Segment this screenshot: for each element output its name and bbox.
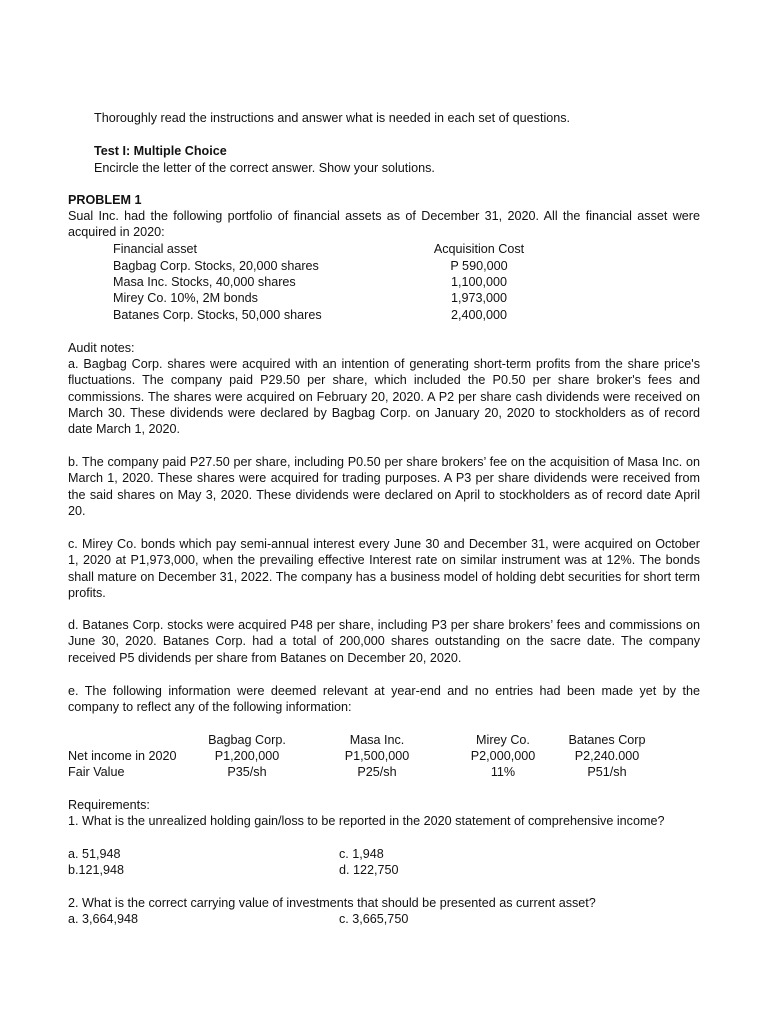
- portfolio-row-asset: Mirey Co. 10%, 2M bonds: [113, 291, 258, 305]
- requirements-label: Requirements:: [68, 798, 150, 812]
- choice-1a: a. 51,948: [68, 847, 121, 861]
- choice-1b: b.121,948: [68, 863, 125, 877]
- audit-note-d: d. Batanes Corp. stocks were acquired P48 per share, including P3 per share brokers’ fees and commissions on June 30, 2020. Batanes Corp. had a total of 200,000 shares outstanding on the sacre date. The company received P5 dividends per share from Batanes on December 20, 2020.: [68, 618, 700, 665]
- portfolio-row-asset: Masa Inc. Stocks, 40,000 shares: [113, 275, 296, 289]
- problem-title: PROBLEM 1: [68, 193, 142, 207]
- portfolio-row-asset: Batanes Corp. Stocks, 50,000 shares: [113, 308, 322, 322]
- intro-text: Thoroughly read the instructions and answer what is needed in each set of questions.: [94, 111, 571, 125]
- info-cell: P51/sh: [587, 765, 627, 779]
- info-cell: P35/sh: [227, 765, 267, 779]
- choice-1d: d. 122,750: [339, 863, 399, 877]
- portfolio-row-cost: 1,973,000: [450, 291, 508, 305]
- audit-note-e: e. The following information were deemed relevant at year-end and no entries had been made yet by the company to reflect any of the following information:: [68, 684, 700, 715]
- info-cell: 11%: [490, 765, 516, 779]
- info-cell: P1,500,000: [344, 749, 410, 763]
- portfolio-row-asset: Bagbag Corp. Stocks, 20,000 shares: [113, 259, 319, 273]
- test-instruction: Encircle the letter of the correct answer. Show your solutions.: [94, 161, 435, 175]
- audit-note-b: b. The company paid P27.50 per share, including P0.50 per share brokers’ fee on the acquisition of Masa Inc. on March 1, 2020. These shares were acquired for trading purposes. A P3 per share dividends were received from the said shares on May 3, 2020. These dividends were declared on April to stockholders as of record date April 20.: [68, 455, 700, 518]
- portfolio-row-cost: 2,400,000: [450, 308, 508, 322]
- audit-note-a: a. Bagbag Corp. shares were acquired with an intention of generating short-term profits from the share price's fluctuations. The company paid P29.50 per share, which included the P0.50 per share broker's fees and commissions. The shares were acquired on February 20, 2020. A P2 per share cash dividends were received on March 30. These dividends were declared by Bagbag Corp. on January 20, 2020 to stockholders as of record date March 1, 2020.: [68, 357, 700, 437]
- info-cell: P2,240.000: [574, 749, 640, 763]
- info-row-label: Net income in 2020: [68, 749, 177, 763]
- portfolio-row-cost: P 590,000: [450, 259, 508, 273]
- choice-2c: c. 3,665,750: [339, 912, 409, 926]
- portfolio-row-cost: 1,100,000: [450, 275, 508, 289]
- audit-note-c: c. Mirey Co. bonds which pay semi-annual interest every June 30 and December 31, were acquired on October 1, 2020 at P1,973,000, when the prevailing effective Interest rate on similar instrument was at 12%. The bonds shall mature on December 31, 2022. The company has a business model of holding debt securities for short term profits.: [68, 537, 700, 600]
- portfolio-header-cost: Acquisition Cost: [433, 242, 525, 256]
- portfolio-header-asset: Financial asset: [113, 242, 197, 256]
- info-cell: P1,200,000: [214, 749, 280, 763]
- choice-2a: a. 3,664,948: [68, 912, 139, 926]
- info-row-label: Fair Value: [68, 765, 125, 779]
- test-title: Test I: Multiple Choice: [94, 144, 227, 158]
- info-cell: P25/sh: [357, 765, 397, 779]
- choice-1c: c. 1,948: [339, 847, 384, 861]
- info-col-header: Mirey Co.: [476, 733, 530, 747]
- info-col-header: Bagbag Corp.: [208, 733, 286, 747]
- info-cell: P2,000,000: [470, 749, 536, 763]
- info-col-header: Batanes Corp: [568, 733, 646, 747]
- audit-notes-label: Audit notes:: [68, 341, 135, 355]
- problem-text: Sual Inc. had the following portfolio of financial assets as of December 31, 2020. All the financial asset were acquired in 2020:: [68, 209, 700, 240]
- info-col-header: Masa Inc.: [349, 733, 405, 747]
- question-1: 1. What is the unrealized holding gain/loss to be reported in the 2020 statement of comprehensive income?: [68, 814, 665, 828]
- question-2: 2. What is the correct carrying value of investments that should be presented as current asset?: [68, 896, 596, 910]
